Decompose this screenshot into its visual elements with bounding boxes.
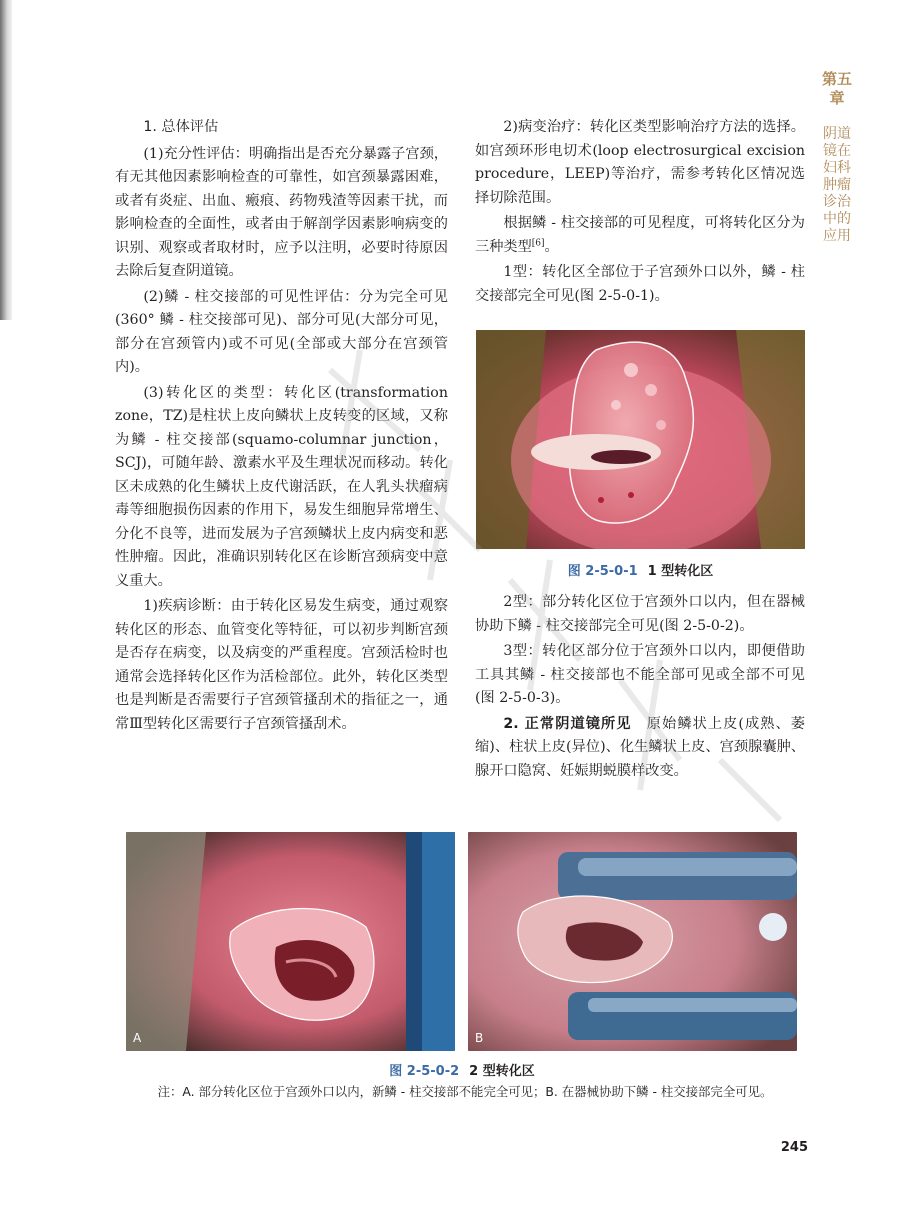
figure-2b-photo: [468, 832, 797, 1051]
figure-1-caption: [476, 560, 805, 579]
types-intro-end: 。: [544, 238, 559, 255]
right-column-lower: [475, 591, 805, 785]
paragraph-treatment: 2)病变治疗：转化区类型影响治疗方法的选择。如宫颈环形电切术(loop electrosurgical excision procedure，LEEP)等治疗，需参考转化区情况选择切除范围。: [475, 119, 805, 206]
paragraph-normal-findings: [475, 713, 805, 784]
left-column: [115, 116, 448, 738]
figure-2-number: 图 2-5-0-2: [389, 1064, 460, 1079]
figure-1-title: 1 型转化区: [647, 564, 714, 579]
paragraph-scj-visibility: (2)鳞 - 柱交接部的可见性评估：分为完全可见(360° 鳞 - 柱交接部可见)、部分可见(大部分可见，部分在宫颈管内)或不可见(全部或大部分在宫颈管内)。: [115, 288, 448, 375]
paragraph-tz-type: (3)转化区的类型：转化区(transformation zone，TZ)是柱状上皮向鳞状上皮转变的区域，又称为鳞 - 柱交接部(squamo-columnar junction，SCJ)，可随年龄、激素水平及生理状况而移动。转化区未成熟的化生鳞状上皮代谢活跃，在人乳头状瘤病毒等细胞损伤因素的作用下，易发生细胞异常增生、分化不良等，进而发展为子宫颈鳞状上皮内病变和恶性肿瘤。因此，准确识别转化区在诊断宫颈病变中意义重大。: [115, 384, 448, 589]
figure-2b-label: B: [475, 1031, 484, 1045]
right-column: [475, 116, 805, 310]
normal-findings-text: 原始鳞状上皮(成熟、萎缩)、柱状上皮(异位)、化生鳞状上皮、宫颈腺囊肿、腺开口隐窝、妊娠期蜕膜样改变。: [475, 715, 805, 779]
chapter-label: 第五章: [821, 70, 852, 107]
figure-2-note: 注：A. 部分转化区位于宫颈外口以内，新鳞 - 柱交接部不能完全可见；B. 在器械协助下鳞 - 柱交接部完全可见。: [157, 1084, 773, 1099]
chapter-title: 阴道镜在妇科肿瘤诊治中的应用: [823, 126, 851, 244]
figure-2-caption: [126, 1060, 798, 1079]
paragraph-diagnosis: 1)疾病诊断：由于转化区易发生病变，通过观察转化区的形态、血管变化等特征，可以初步判断宫颈是否存在病变，以及病变的严重程度。宫颈活检时也通常会选择转化区作为活检部位。此外，转化区类型也是判断是否需要行子宫颈管搔刮术的指征之一，通常Ⅲ型转化区需要行子宫颈管搔刮术。: [115, 598, 448, 732]
figure-1-number: 图 2-5-0-1: [567, 564, 638, 579]
chapter-side-tab: [820, 70, 854, 245]
types-intro-text: 根据鳞 - 柱交接部的可见程度，可将转化区分为三种类型: [475, 215, 805, 255]
paragraph-type3: 3型：转化区部分位于宫颈外口以内，即便借助工具其鳞 - 柱交接部也不能全部可见或全部不可见(图 2-5-0-3)。: [475, 643, 805, 706]
section-heading: 1. 总体评估: [143, 119, 219, 135]
paragraph-adequacy: (1)充分性评估：明确指出是否充分暴露子宫颈，有无其他因素影响检查的可靠性，如宫颈暴露困难，或者有炎症、出血、瘢痕、药物残渣等因素干扰，而影响检查的全面性，或者由于解剖学因素影响病变的识别、观察或者取材时，应予以注明，必要时待原因去除后复查阴道镜。: [115, 145, 448, 279]
citation-ref[interactable]: [6]: [531, 237, 545, 248]
normal-findings-heading: 2. 正常阴道镜所见: [503, 715, 632, 732]
page-number: 245: [780, 1140, 808, 1155]
paragraph-type2: 2型：部分转化区位于宫颈外口以内，但在器械协助下鳞 - 柱交接部完全可见(图 2-5-0-2)。: [475, 594, 805, 634]
paragraph-type1: 1型：转化区全部位于子宫颈外口以外，鳞 - 柱交接部完全可见(图 2-5-0-1)。: [475, 264, 805, 304]
figure-2a-label: A: [133, 1031, 142, 1045]
page-edge-strip: [0, 0, 12, 320]
paragraph-types-intro: [475, 212, 805, 259]
figure-2a-photo: [126, 832, 455, 1051]
figure-2-title: 2 型转化区: [469, 1064, 535, 1079]
figure-1-photo: [476, 330, 805, 549]
